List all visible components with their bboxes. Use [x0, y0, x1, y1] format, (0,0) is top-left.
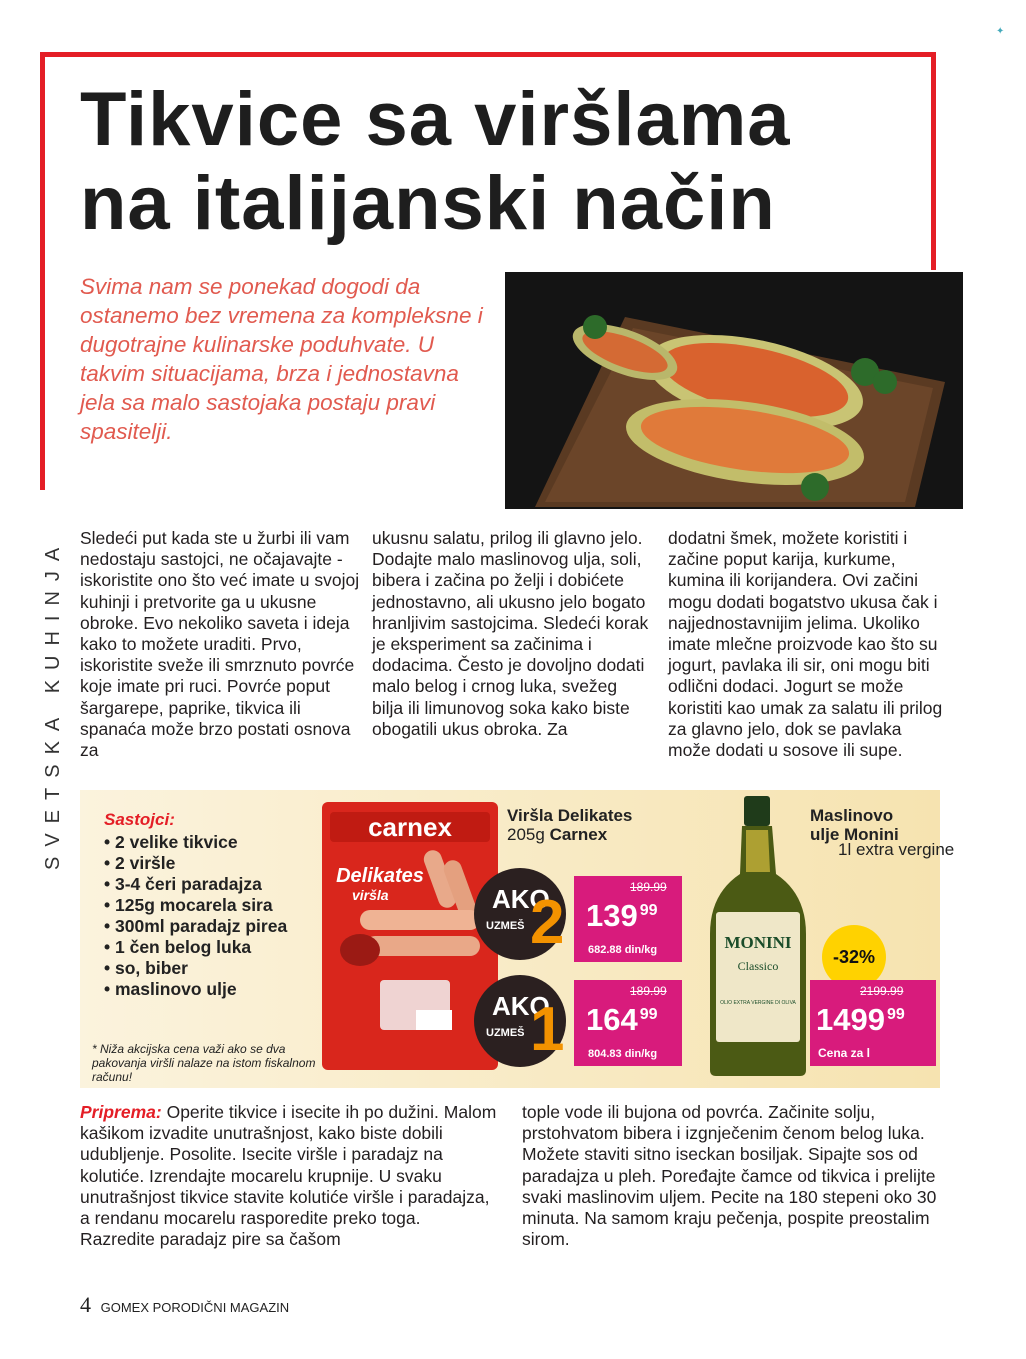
offer-take-1-badge	[474, 975, 566, 1067]
title-line-2: na italijanski način	[80, 161, 776, 246]
product1-name: Viršla Delikates	[507, 806, 633, 825]
new-price	[586, 898, 658, 934]
page-title	[80, 78, 791, 246]
bottle-desc: OLIO EXTRA VERGINE DI OLIVA	[720, 1000, 796, 1006]
ingredient-item: • maslinovo ulje	[104, 979, 287, 1000]
offer-take-2-badge	[474, 868, 566, 960]
ingredient-item: • so, biber	[104, 958, 287, 979]
new-price	[816, 1002, 905, 1038]
price-box-take-2	[574, 876, 682, 962]
discount-badge: -32%	[822, 925, 886, 989]
page-number: 4	[80, 1292, 91, 1317]
product1-brand: Carnex	[549, 825, 608, 844]
ingredients-title: Sastojci:	[104, 810, 175, 829]
product1-size: 205g	[507, 825, 545, 844]
ingredient-item: • 3-4 čeri paradajza	[104, 874, 287, 895]
ingredient-item: • 125g mocarela sira	[104, 895, 287, 916]
old-price: 189.99	[630, 984, 667, 998]
section-label: SVETSKA KUHINJA	[42, 537, 64, 870]
product1-size-brand	[507, 825, 607, 844]
unit-price: Cena za l	[818, 1046, 871, 1060]
price-box-oil	[810, 980, 936, 1066]
offer-ako: AKO	[492, 884, 550, 914]
body-column-1: Sledeći put kada ste u žurbi ili vam nedostaju sastojci, ne očajavajte - iskoristite ono što već imate u svojoj kuhinji i pretvorite ga u ukusne obroke. Evo nekoliko saveta i ideja kako to možete uraditi. Prvo, iskoristite sveže ili smrznuto povrće koje imate pri ruci. Povrće poput šargarepe, paprike, tikvica ili spanaća može brzo postati osnova za	[80, 528, 360, 761]
old-price: 189.99	[630, 880, 667, 894]
offer-uzmes: UZMEŠ	[486, 920, 525, 932]
unit-price: 804.83 din/kg	[588, 1048, 658, 1060]
price-main: 164	[586, 1002, 638, 1037]
preparation-text-left: Operite tikvice i isecite ih po dužini. Malom kašikom izvadite unutrašnjost, kako biste dobili udubljenje. Posolite. Isecite viršle i paradajz na kolutiće. Izrendajte mocarelu krupnije. U svaku unutrašnjost tikvice stavite kolutiće viršle i paradajza, a rendanu mocarelu rasporedite preko toga. Razredite paradajz pire sa čašom	[80, 1102, 497, 1250]
preparation-label: Priprema:	[80, 1102, 162, 1122]
price-cents: 99	[886, 1006, 905, 1023]
olive-oil-bottle-image	[706, 794, 810, 1078]
ingredient-item: • 1 čen belog luka	[104, 937, 287, 958]
price-box-take-1	[574, 980, 682, 1066]
body-column-2: ukusnu salatu, prilog ili glavno jelo. Dodajte malo maslinovog ulja, soli, bibera i začina po želji i dobićete jednostavno, ali ukusno jelo bogato hranljivim sastojcima. Sledeći korak je eksperiment sa začinima i dodacima. Često je dovoljno dodati malo belog i crnog luka, svežeg bilja ili limunovog soka kako biste obogatili ukus obroka. Za	[372, 528, 649, 739]
package-product: Delikates	[336, 865, 424, 887]
price-main: 1499	[816, 1002, 885, 1037]
price-cents: 99	[639, 902, 658, 919]
price-main: 139	[586, 898, 638, 933]
ingredient-item: • 300ml paradajz pirea	[104, 916, 287, 937]
carnex-package-image	[320, 800, 500, 1072]
preparation-right: tople vode ili bujona od povrća. Začinite solju, prstohvatom bibera i izgnječenim čenom belog luka. Možete staviti sitno iseckan bosiljak. Sipajte sos od paradajza u pleh. Poređajte čamce od tikvica i prelijte svaki maslinovim uljem. Pecite na 180 stepeni oko 30 minuta. Na samom kraju pečenja, pospite preostalim sirom.	[522, 1102, 937, 1250]
magazine-name: GOMEX PORODIČNI MAGAZIN	[100, 1300, 290, 1315]
product2-name: Maslinovo ulje Monini	[810, 806, 899, 844]
body-column-3: dodatni šmek, možete koristiti i začine poput karija, kurkume, kumina ili korijandera. Ovi začini mogu dodati bogatstvo ukusa čak i najjednostavnijim jelima. Ukoliko imate mlečne proizvode kao što su jogurt, pavlaka ili sir, oni mogu biti odlični dodaci. Jogurt se može koristiti kao umak za salatu ili prilog za glavno jelo, dok se pavlaka može dodati u sosove ili supe.	[668, 528, 943, 761]
price-cents: 99	[639, 1006, 658, 1023]
bottle-type: Classico	[737, 959, 779, 973]
corner-mark: ✦	[996, 26, 1005, 37]
offer-qty: 2	[530, 888, 565, 957]
preparation-left	[80, 1102, 500, 1250]
offer-qty: 1	[530, 995, 565, 1064]
product2-size: 1l extra vergine	[838, 840, 955, 859]
offer-ako: AKO	[492, 991, 550, 1021]
ingredient-item: • 2 viršle	[104, 853, 287, 874]
bottle-brand: MONINI	[724, 933, 792, 952]
new-price	[586, 1002, 658, 1038]
ingredients-list	[104, 832, 287, 1000]
promo-note: * Niža akcijska cena važi ako se dva pakovanja viršli nalaze na istom fiskalnom računu!	[92, 1042, 316, 1084]
package-sub: viršla	[352, 887, 389, 903]
old-price: 2199.99	[860, 984, 904, 998]
intro-text: Svima nam se ponekad dogodi da ostanemo bez vremena za kompleksne i dugotrajne kulinarske poduhvate. U takvim situacijama, brza i jednostavna jela sa malo sastojaka postaju pravi spasitelji.	[80, 274, 483, 444]
title-line-1: Tikvice sa viršlama	[80, 77, 791, 162]
zucchini-dish-photo	[505, 272, 963, 509]
ingredient-item: • 2 velike tikvice	[104, 832, 287, 853]
offer-uzmes: UZMEŠ	[486, 1027, 525, 1039]
unit-price: 682.88 din/kg	[588, 944, 658, 956]
package-brand: carnex	[368, 812, 452, 842]
page-footer	[80, 1292, 289, 1318]
